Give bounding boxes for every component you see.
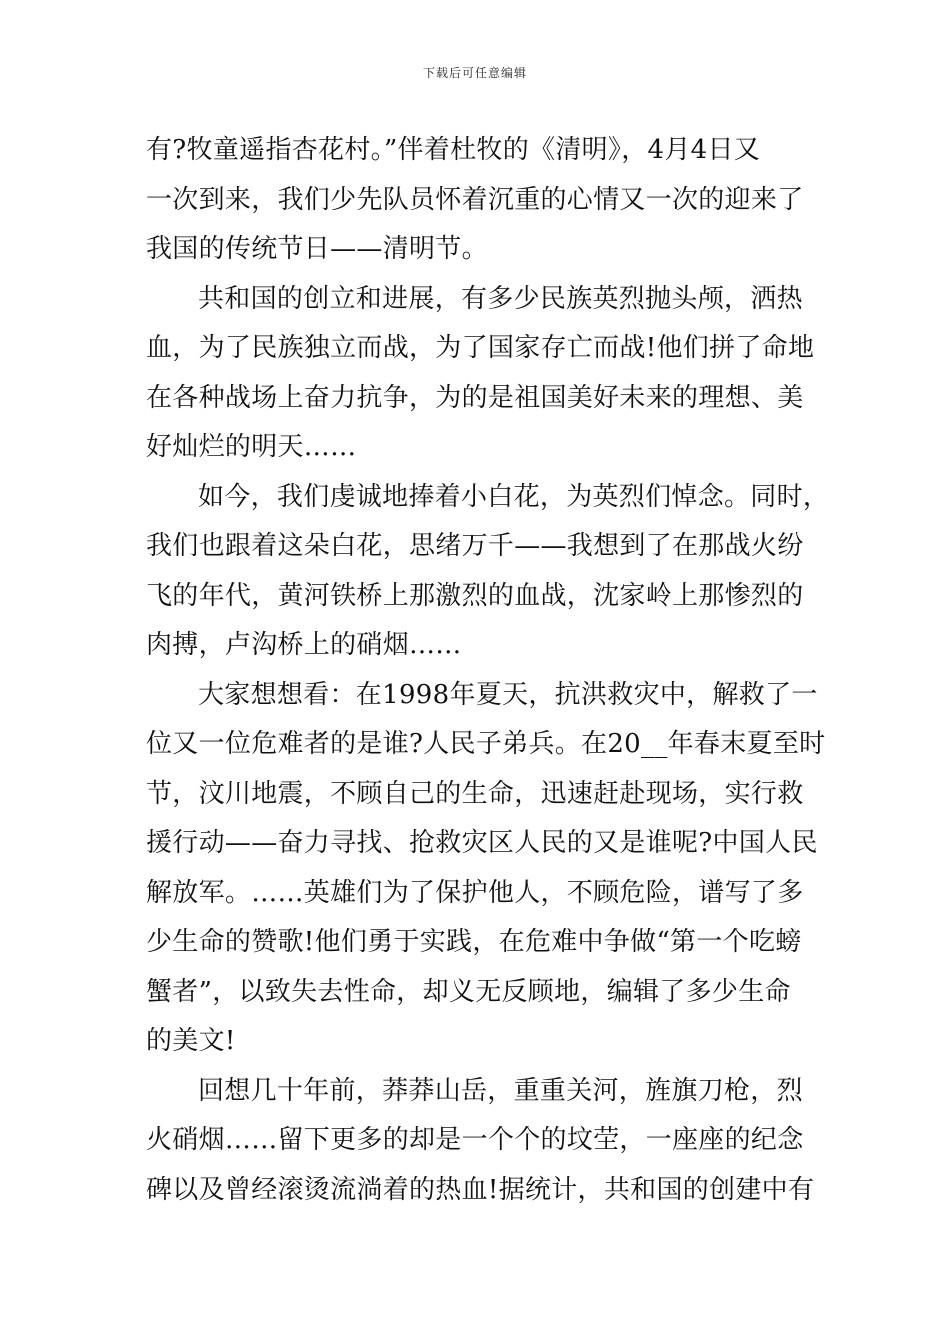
text-line: 我国的传统节日——清明节。	[146, 234, 488, 264]
text-line: 血，为了民族独立而战，为了国家存亡而战!他们拼了命地	[146, 333, 815, 363]
text-line: 火硝烟……留下更多的却是一个个的坟茔，一座座的纪念	[146, 1125, 804, 1155]
text-line: 好灿烂的明天……	[146, 432, 357, 462]
text-line: 的美文!	[146, 1026, 236, 1056]
text-line: 有?牧童遥指杏花村。”伴着杜牧的《清明》，4月4日又	[146, 135, 761, 165]
text-line: 在各种战场上奋力抗争，为的是祖国美好未来的理想、美	[146, 382, 804, 413]
document-body	[146, 126, 830, 1215]
text-line: 援行动——奋力寻找、抢救灾区人民的又是谁呢?中国人民	[146, 828, 818, 858]
text-line: 蟹者”，以致失去性命，却义无反顾地，编辑了多少生命	[146, 976, 791, 1007]
text-line: 位又一位危难者的是谁?人民子弟兵。在20__年春末夏至时	[146, 729, 826, 759]
text-line: 碑以及曾经滚烫流淌着的热血!据统计，共和国的创建中有	[146, 1174, 815, 1205]
text-line: 解放军。……英雄们为了保护他人，不顾危险，谱写了多	[146, 877, 804, 908]
text-line: 节，汶川地震，不顾自己的生命，迅速赶赴现场，实行救	[146, 778, 804, 809]
text-line: 少生命的赞歌!他们勇于实践，在危难中争做“第一个吃螃	[146, 927, 802, 957]
text-line: 飞的年代，黄河铁桥上那激烈的血战，沈家岭上那惨烈的	[146, 580, 804, 611]
paragraph-first-line: 大家想想看：在1998年夏天，抗洪救灾中，解救了一	[198, 679, 818, 710]
paragraph-first-line: 如今，我们虔诚地捧着小白花，为英烈们悼念。同时，	[198, 481, 830, 512]
text-line: 肉搏，卢沟桥上的硝烟……	[146, 630, 462, 660]
text-line: 我们也跟着这朵白花，思绪万千——我想到了在那战火纷	[146, 531, 804, 561]
page-header: 下载后可任意编辑	[422, 66, 527, 80]
paragraph-first-line: 回想几十年前，莽莽山岳，重重关河，旌旗刀枪，烈	[198, 1075, 803, 1106]
paragraph-first-line: 共和国的创立和进展，有多少民族英烈抛头颅，洒热	[198, 283, 803, 314]
text-line: 一次到来，我们少先队员怀着沉重的心情又一次的迎来了	[146, 184, 804, 215]
